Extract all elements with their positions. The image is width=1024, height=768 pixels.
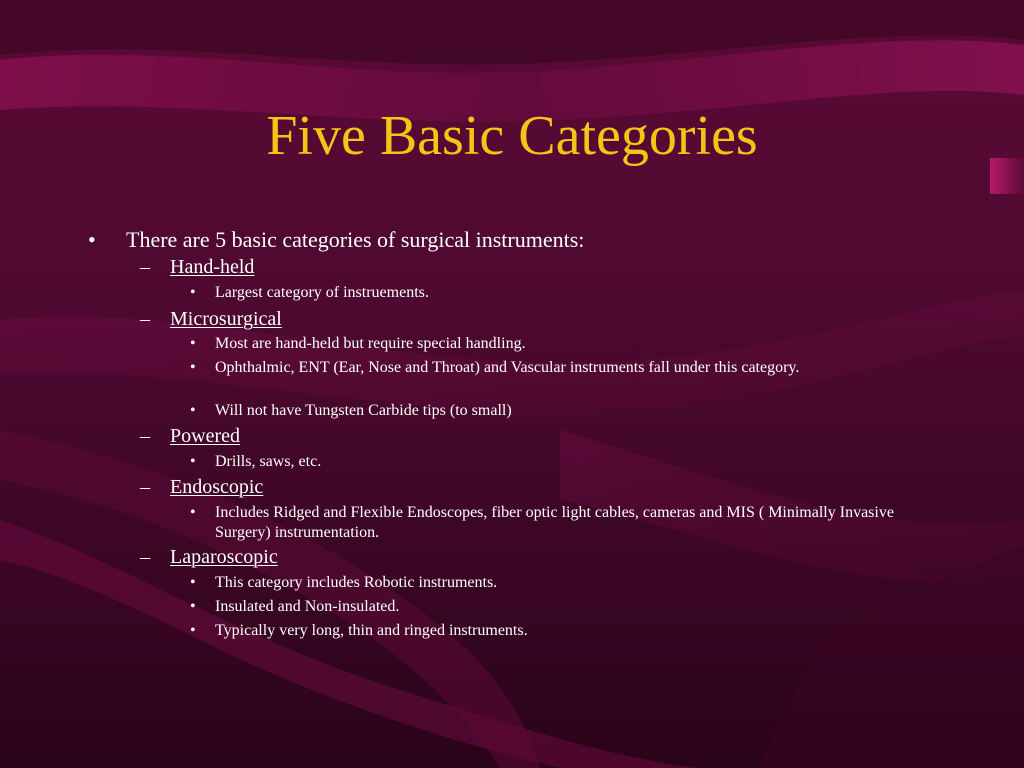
- bullet-marker: •: [190, 453, 196, 470]
- category-link-microsurgical[interactable]: Microsurgical: [170, 308, 282, 330]
- bullet-marker: •: [88, 227, 96, 252]
- dash-marker: –: [140, 476, 150, 498]
- dash-marker: –: [140, 256, 150, 278]
- bullet-marker: •: [190, 359, 196, 376]
- item-text: Most are hand-held but require special handling.: [215, 335, 526, 352]
- bullet-marker: •: [190, 622, 196, 639]
- item-text: Largest category of instruements.: [215, 284, 429, 301]
- item-text: Drills, saws, etc.: [215, 453, 322, 470]
- item-text: Ophthalmic, ENT (Ear, Nose and Throat) and Vascular instruments fall under this category.: [215, 359, 800, 376]
- category-link-powered[interactable]: Powered: [170, 425, 240, 447]
- item-text: Will not have Tungsten Carbide tips (to small): [215, 402, 512, 419]
- item-text: Insulated and Non-insulated.: [215, 598, 400, 615]
- category-link-laparoscopic[interactable]: Laparoscopic: [170, 546, 278, 568]
- bullet-marker: •: [190, 335, 196, 352]
- bullet-marker: •: [190, 574, 196, 591]
- intro-text: There are 5 basic categories of surgical instruments:: [126, 227, 585, 252]
- category-link-hand-held[interactable]: Hand-held: [170, 256, 255, 278]
- item-text: Includes Ridged and Flexible Endoscopes, fiber optic light cables, cameras and MIS ( Minimally Invasive Surgery) instrumentation.: [215, 504, 894, 541]
- bullet-marker: •: [190, 504, 196, 521]
- category-link-endoscopic[interactable]: Endoscopic: [170, 476, 264, 498]
- bullet-marker: •: [190, 402, 196, 419]
- dash-marker: –: [140, 425, 150, 447]
- item-text: Typically very long, thin and ringed instruments.: [215, 622, 528, 639]
- dash-marker: –: [140, 546, 150, 568]
- bullet-marker: •: [190, 284, 196, 301]
- bullet-marker: •: [190, 598, 196, 615]
- item-text: This category includes Robotic instruments.: [215, 574, 498, 591]
- dash-marker: –: [140, 308, 150, 330]
- slide-title: Five Basic Categories: [266, 105, 758, 167]
